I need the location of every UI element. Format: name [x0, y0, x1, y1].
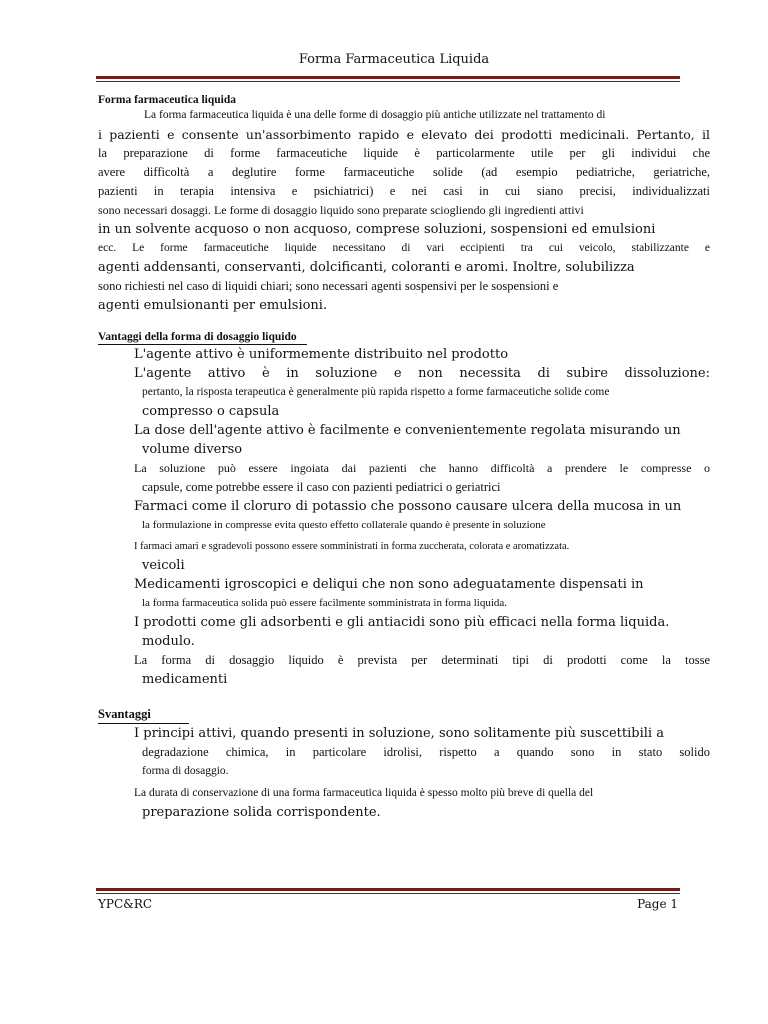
footer-page-number: Page 1	[637, 897, 678, 911]
intro-line: i pazienti e consente un'assorbimento rapido e elevato dei prodotti medicinali. Pertanto, il	[98, 127, 710, 142]
footer-left-text: YPC&RC	[98, 897, 153, 911]
header-rule-thin	[96, 81, 680, 82]
advantage-line: L'agente attivo è uniformemente distribuito nel prodotto	[134, 347, 509, 362]
advantages-section	[98, 331, 710, 689]
intro-line: agenti addensanti, conservanti, dolcificanti, coloranti e aromi. Inoltre, solubilizza	[98, 260, 635, 275]
advantage-item	[98, 364, 710, 421]
advantage-line: La soluzione può essere ingoiata dai pazienti che hanno difficoltà a prendere le compresse o	[134, 461, 710, 475]
advantage-line: la formulazione in compresse evita questo effetto collaterale quando è presente in soluzione	[142, 519, 546, 531]
advantage-line: veicoli	[142, 558, 185, 573]
intro-heading: Forma farmaceutica liquida	[98, 94, 236, 106]
disadvantage-item	[98, 724, 710, 781]
intro-line: in un solvente acquoso o non acquoso, comprese soluzioni, sospensioni ed emulsioni	[98, 222, 656, 237]
advantages-heading-text: Vantaggi della forma di dosaggio liquido	[98, 331, 307, 345]
advantage-item	[98, 345, 710, 364]
disadvantages-heading	[98, 707, 710, 724]
advantage-item	[98, 537, 710, 575]
intro-line: La forma farmaceutica liquida è una delle forme di dosaggio più antiche utilizzate nel trattamento di	[144, 109, 606, 121]
disadvantage-item	[98, 784, 710, 822]
disadvantages-list	[98, 724, 710, 822]
intro-line: ecc. Le forme farmaceutiche liquide necessitano di vari eccipienti tra cui veicolo, stabilizzante e	[98, 242, 710, 254]
intro-line: la preparazione di forme farmaceutiche liquide è particolarmente utile per gli individui che	[98, 146, 710, 160]
intro-section	[98, 94, 710, 315]
header-rule-thick	[96, 76, 680, 79]
advantage-line: compresso o capsula	[142, 404, 280, 419]
intro-line: agenti emulsionanti per emulsioni.	[98, 298, 328, 313]
advantage-item	[98, 459, 710, 497]
advantage-line: medicamenti	[142, 672, 228, 687]
intro-line: sono necessari dosaggi. Le forme di dosaggio liquido sono preparate sciogliendo gli ingredienti attivi	[98, 203, 584, 217]
advantage-item	[98, 651, 710, 689]
disadvantages-heading-text: Svantaggi	[98, 707, 189, 724]
advantage-item	[98, 575, 710, 613]
advantage-line: capsule, come potrebbe essere il caso con pazienti pediatrici o geriatrici	[142, 480, 501, 494]
advantage-item	[98, 421, 710, 459]
advantages-heading	[98, 331, 710, 345]
document-body	[98, 94, 710, 822]
disadvantage-line: I principi attivi, quando presenti in soluzione, sono solitamente più suscettibili a	[134, 726, 664, 741]
disadvantage-line: degradazione chimica, in particolare idrolisi, rispetto a quando sono in stato solido	[142, 745, 710, 759]
advantage-line: I farmaci amari e sgradevoli possono essere somministrati in forma zuccherata, colorata e aromatizzata.	[134, 541, 570, 552]
intro-line: avere difficoltà a deglutire forme farmaceutiche solide (ad esempio pediatriche, geriatriche,	[98, 165, 710, 179]
disadvantage-line: La durata di conservazione di una forma farmaceutica liquida è spesso molto più breve di quella del	[134, 787, 594, 799]
intro-paragraph	[98, 106, 710, 315]
advantage-line: la forma farmaceutica solida può essere facilmente somministrata in forma liquida.	[142, 597, 508, 609]
advantage-line: L'agente attivo è in soluzione e non necessita di subire dissoluzione:	[134, 366, 710, 381]
advantage-line: I prodotti come gli adsorbenti e gli antiacidi sono più efficaci nella forma liquida.	[134, 615, 670, 630]
advantages-list	[98, 345, 710, 689]
footer-rule-thin	[96, 893, 680, 894]
footer-rule-thick	[96, 888, 680, 891]
advantage-line: volume diverso	[142, 442, 243, 457]
advantage-item	[98, 497, 710, 535]
advantage-line: Farmaci come il cloruro di potassio che possono causare ulcera della mucosa in un	[134, 499, 682, 514]
disadvantages-section	[98, 707, 710, 822]
advantage-line: Medicamenti igroscopici e deliqui che non sono adeguatamente dispensati in	[134, 577, 644, 592]
advantage-line: La dose dell'agente attivo è facilmente e convenientemente regolata misurando un	[134, 423, 681, 438]
intro-line: pazienti in terapia intensiva e psichiatrici) e nei casi in cui siano precisi, individualizzati	[98, 184, 710, 198]
advantage-line: modulo.	[142, 634, 195, 649]
advantage-line: La forma di dosaggio liquido è prevista per determinati tipi di prodotti come la tosse	[134, 653, 710, 667]
disadvantage-line: forma di dosaggio.	[142, 765, 229, 777]
advantage-line: pertanto, la risposta terapeutica è generalmente più rapida rispetto a forme farmaceutiche solide come	[142, 386, 610, 398]
intro-line: sono richiesti nel caso di liquidi chiari; sono necessari agenti sospensivi per le sospensioni e	[98, 279, 559, 293]
page-header-title: Forma Farmaceutica Liquida	[298, 52, 490, 67]
advantage-item	[98, 613, 710, 651]
disadvantage-line: preparazione solida corrispondente.	[142, 805, 381, 820]
